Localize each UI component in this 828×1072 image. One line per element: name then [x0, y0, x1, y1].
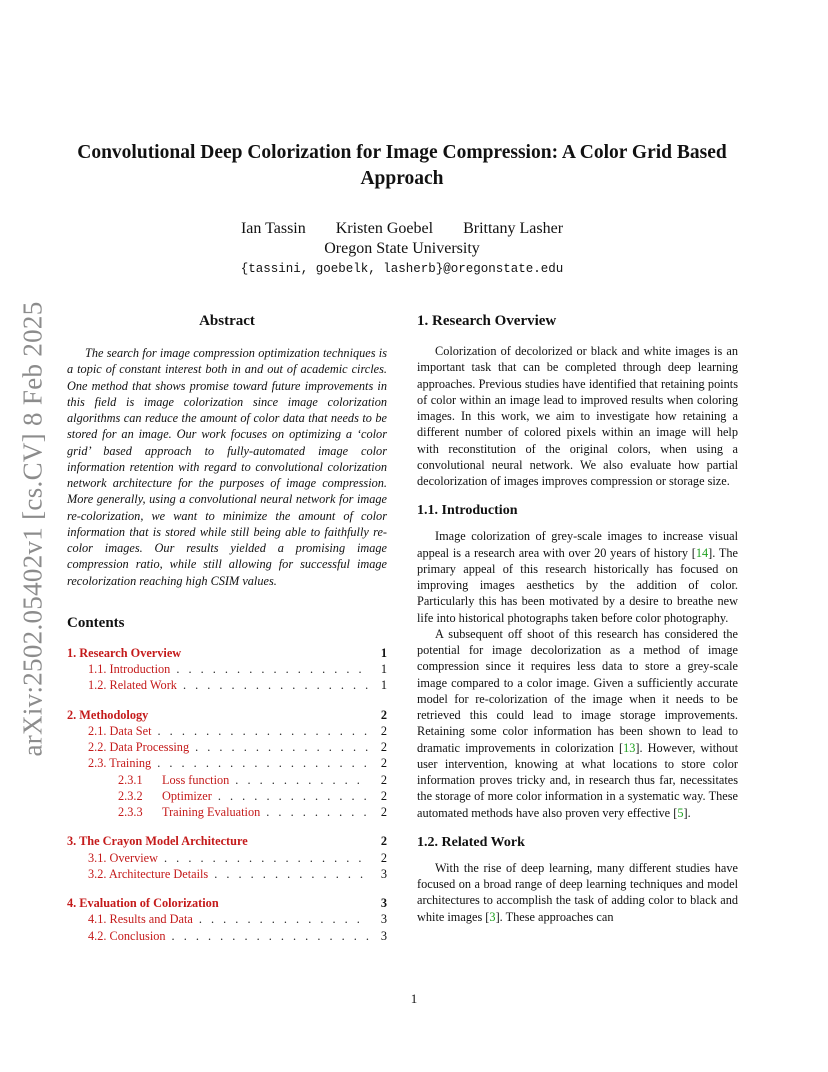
toc-section-link[interactable] [67, 833, 387, 849]
intro-paragraph [417, 528, 738, 626]
toc-subsection-link[interactable] [67, 677, 387, 693]
related-work-paragraph [417, 860, 738, 925]
citation-link[interactable]: 13 [623, 740, 636, 755]
toc-subsection-link[interactable] [67, 928, 387, 944]
toc-page: 2 [380, 805, 387, 819]
paragraph-text: ]. [683, 805, 691, 820]
toc-section-group [67, 645, 387, 694]
toc-label[interactable]: 2.2. Data Processing [88, 740, 190, 754]
abstract-text: The search for image compression optimization techniques is a topic of constant interest both in and out of academic circles. One method that shows promise toward future improvements in this field is image colorization since image colorization algorithms can reduce the amount of color data that needs to be stored for an image. Our work focuses on optimizing a ‘color grid’ based approach to fully-automated image color information retention with regard to convolutional colorization network architecture for the purposes of image compression. More generally, using a convolutional neural network for image re-colorization, we want to minimize the amount of color information that is stored while still being able to faithfully re-color images. Our results yielded a promising image compression ratio, while still allowing for successful image recolorization reaching high CSIM values. [67, 346, 387, 588]
toc-label[interactable] [118, 788, 212, 804]
toc-label[interactable]: 2.3. Training [88, 756, 152, 771]
toc-label[interactable]: 4.1. Results and Data [88, 912, 193, 927]
toc-subsection-link[interactable] [67, 755, 387, 771]
toc-page: 2 [380, 740, 387, 754]
paragraph-text: A subsequent off shoot of this research has considered the potential for image decolorization as a method of image compression since it requires less data to store a grey-scale image compared to a color image. Given a sufficiently accurate model for re-colorization of the image when it needs to be retrieved this could lead to image storage improvements. Retaining some color information has been shown to lead to dramatic improvements in colorization [ [417, 626, 738, 755]
toc-number: 2.3.1 [118, 772, 143, 787]
toc-subsection-link[interactable] [67, 661, 387, 677]
toc-subsubsection-link[interactable] [67, 772, 387, 788]
toc-subsubsection-link[interactable] [67, 804, 387, 820]
toc-label[interactable]: 3. The Crayon Model Architecture [67, 834, 248, 849]
toc-page: 3 [380, 866, 387, 881]
toc-subsection-link[interactable] [67, 739, 387, 755]
toc-number: 2.3.3 [118, 805, 143, 819]
toc-page: 1 [380, 645, 387, 660]
overview-paragraph: Colorization of decolorized or black and white images is an important task that can be completed through deep learning approaches. Previous studies have identified that retaining points of color within an image lead to improved results when coloring images. In this work, we aim to investigate how retaining a different number of colored pixels within an image will help with reconstitution of the original colors, when using a convolutional neural network. We also evaluate how partial decolorization of images improves compression or storage size. [417, 344, 738, 488]
toc-section-link[interactable] [67, 707, 387, 723]
toc-section-group [67, 707, 387, 821]
toc-page: 2 [380, 756, 387, 771]
toc-page: 2 [380, 788, 387, 803]
toc-label-text: Loss function [162, 772, 230, 787]
toc-label[interactable]: 2. Methodology [67, 707, 149, 722]
page-number: 1 [410, 991, 418, 1006]
toc-subsection-link[interactable] [67, 866, 387, 882]
toc-section-link[interactable] [67, 895, 387, 911]
contents-heading: Contents [67, 614, 125, 631]
author-email: {tassini, goebelk, lasherb}@oregonstate.edu [240, 262, 564, 276]
abstract-heading: Abstract [199, 313, 255, 329]
toc-label[interactable]: 1.1. Introduction [88, 662, 171, 676]
toc-label[interactable]: 4.2. Conclusion [88, 928, 166, 943]
toc-label[interactable]: 3.1. Overview [88, 850, 159, 865]
paragraph-text: ]. However, without user intervention, knowing at what locations to store color information proves tricky and, in research thus far, necessitates the storage of more color information in a systematic way. These automated methods have also proven very effective [ [417, 740, 738, 820]
toc-page: 3 [380, 912, 387, 927]
subsection-heading: 1.2. Related Work [417, 834, 525, 850]
right-column [417, 311, 738, 925]
toc-page: 1 [380, 662, 387, 676]
toc-page: 1 [380, 678, 387, 693]
left-column [67, 311, 387, 944]
toc-subsection-link[interactable] [67, 850, 387, 866]
toc-page: 3 [380, 928, 387, 943]
paragraph-text: ]. The primary appeal of this research historically has focused on improving images aesthetics by the addition of color. Particularly this has been motivated by a desire to breathe new life into historical photographs taken before color photography. [417, 545, 738, 625]
intro-paragraph [417, 626, 738, 821]
arxiv-identifier: arXiv:2502.05402v1 [cs.CV] 8 Feb 2025 [17, 301, 48, 757]
citation-link[interactable]: 14 [695, 545, 709, 560]
toc-section-link[interactable] [67, 645, 387, 661]
toc-label[interactable]: 4. Evaluation of Colorization [67, 896, 219, 910]
toc-page: 2 [380, 707, 387, 722]
toc-label[interactable]: 3.2. Architecture Details [88, 866, 209, 881]
citation-link[interactable]: 3 [489, 909, 496, 924]
toc-label[interactable]: 1. Research Overview [67, 645, 182, 660]
toc-page: 3 [380, 896, 387, 910]
toc-subsection-link[interactable] [67, 723, 387, 739]
author-name: Brittany Lasher [463, 220, 564, 237]
affiliation: Oregon State University [324, 240, 480, 257]
toc-page: 2 [380, 723, 387, 738]
arxiv-stamp [8, 292, 58, 766]
toc-label[interactable] [118, 772, 229, 788]
toc-number: 2.3.2 [118, 788, 143, 803]
paragraph-text: ]. These approaches can [495, 909, 614, 924]
table-of-contents [67, 645, 387, 944]
author-name: Ian Tassin [240, 220, 306, 237]
paragraph-text: With the rise of deep learning, many different studies have focused on a broad range of deep learning techniques and model architectures to accomplish the task of adding color to black and white images [ [417, 860, 738, 924]
toc-label-text: Optimizer [162, 788, 212, 803]
author-name: Kristen Goebel [335, 220, 434, 237]
toc-label[interactable]: 1.2. Related Work [88, 678, 177, 693]
citation-link[interactable]: 5 [677, 805, 684, 820]
toc-page: 2 [380, 850, 387, 865]
toc-label-text: Training Evaluation [162, 805, 261, 819]
author-list [70, 219, 734, 239]
toc-section-group [67, 895, 387, 944]
paragraph-text: Image colorization of grey-scale images to increase visual appeal is a research area with over 20 years of history [ [417, 529, 738, 560]
toc-page: 2 [380, 834, 387, 849]
toc-subsubsection-link[interactable] [67, 788, 387, 804]
toc-label[interactable]: 2.1. Data Set [88, 723, 152, 738]
toc-subsection-link[interactable] [67, 911, 387, 927]
subsection-heading: 1.1. Introduction [417, 503, 518, 519]
toc-section-group [67, 833, 387, 882]
toc-label[interactable] [118, 804, 260, 820]
toc-page: 2 [380, 772, 387, 787]
section-heading: 1. Research Overview [417, 313, 557, 329]
paper-title: Convolutional Deep Colorization for Image Compression: A Color Grid Based Approach [77, 142, 727, 189]
